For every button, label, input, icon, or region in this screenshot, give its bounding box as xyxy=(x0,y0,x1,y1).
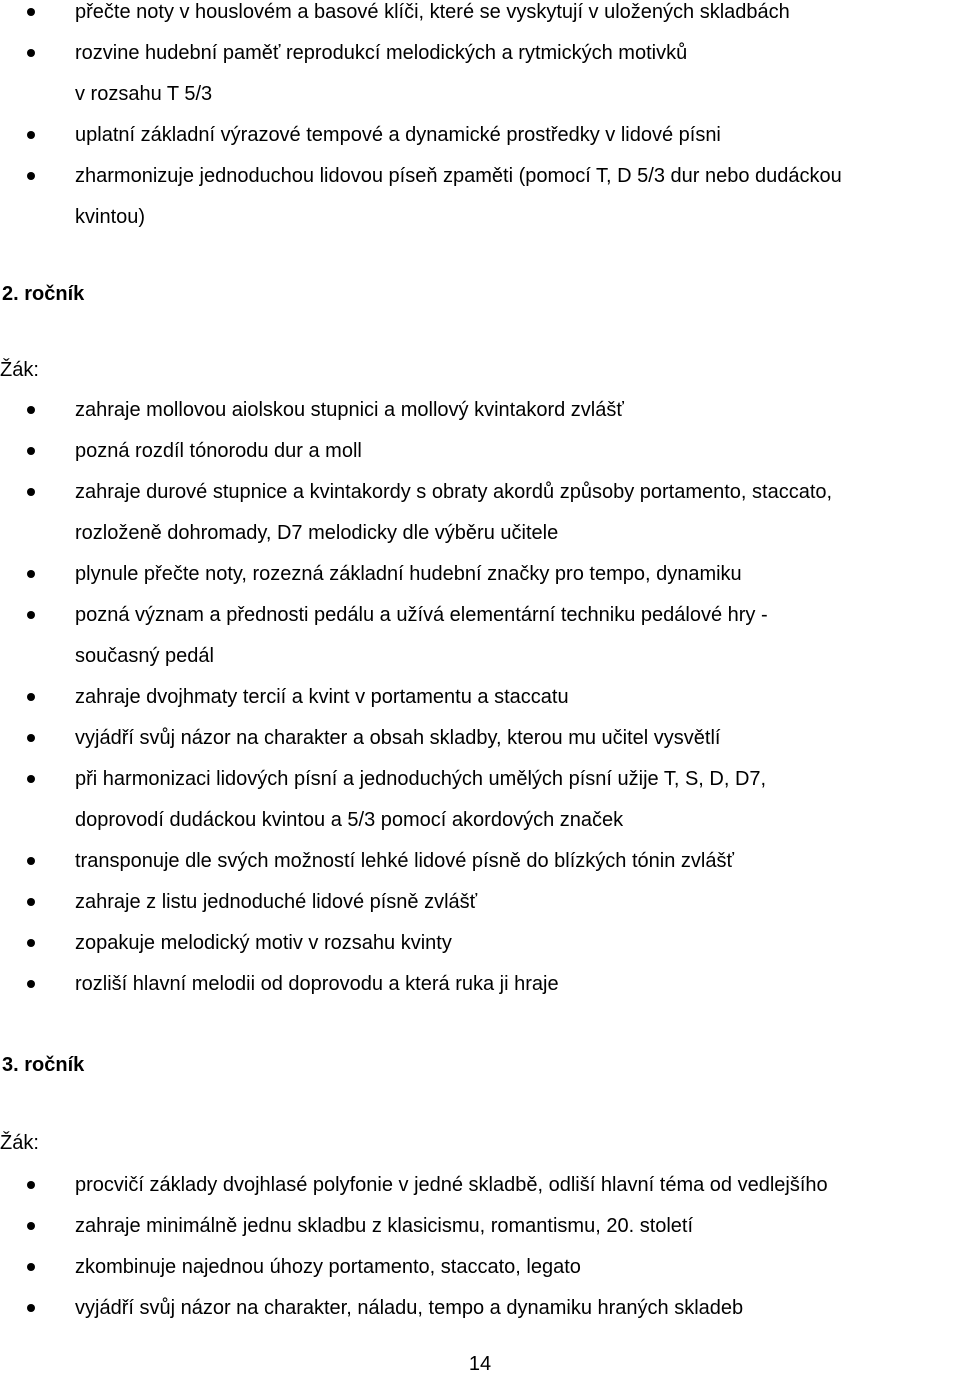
list-item-text: vyjádří svůj názor na charakter a obsah skladby, kterou mu učitel vysvětlí xyxy=(75,727,721,749)
list-item xyxy=(0,759,960,841)
page-number: 14 xyxy=(468,1353,492,1375)
list-item-text: rozliší hlavní melodii od doprovodu a která ruka ji hraje xyxy=(75,973,559,995)
list-item-text: kvintou) xyxy=(75,206,146,228)
bullet-icon xyxy=(27,406,35,414)
list-item-text: současný pedál xyxy=(75,645,214,667)
bullet-icon xyxy=(27,857,35,865)
bullet-icon xyxy=(27,939,35,947)
list-item xyxy=(0,472,960,554)
list-item xyxy=(0,33,960,115)
list-item-text: transponuje dle svých možností lehké lidové písně do blízkých tónin zvlášť xyxy=(75,850,734,872)
list-item xyxy=(0,1288,960,1329)
bullet-icon xyxy=(27,1263,35,1271)
list-item xyxy=(0,923,960,964)
list-item-text: procvičí základy dvojhlasé polyfonie v jedné skladbě, odliší hlavní téma od vedlejšího xyxy=(75,1174,828,1196)
list-item xyxy=(0,1165,960,1206)
bullet-list-section3 xyxy=(0,1165,960,1329)
list-item xyxy=(0,156,960,238)
list-item xyxy=(0,677,960,718)
list-item-text: uplatní základní výrazové tempové a dynamické prostředky v lidové písni xyxy=(75,124,721,146)
bullet-icon xyxy=(27,1304,35,1312)
list-item xyxy=(0,595,960,677)
list-item xyxy=(0,718,960,759)
list-item xyxy=(0,0,960,33)
bullet-icon xyxy=(27,49,35,57)
list-item xyxy=(0,964,960,1005)
list-item-text: zahraje z listu jednoduché lidové písně zvlášť xyxy=(75,891,478,913)
section-heading-2-rocnik: 2. ročník xyxy=(2,283,85,305)
list-item-text: přečte noty v houslovém a basové klíči, které se vyskytují v uložených skladbách xyxy=(75,1,790,23)
list-item-text: při harmonizaci lidových písní a jednoduchých umělých písní užije T, S, D, D7, xyxy=(75,768,767,790)
section-heading-3-rocnik: 3. ročník xyxy=(2,1054,85,1076)
bullet-icon xyxy=(27,447,35,455)
list-item-text: plynule přečte noty, rozezná základní hudební značky pro tempo, dynamiku xyxy=(75,563,742,585)
bullet-icon xyxy=(27,734,35,742)
list-item-text: doprovodí dudáckou kvintou a 5/3 pomocí akordových značek xyxy=(75,809,624,831)
bullet-icon xyxy=(27,1222,35,1230)
bullet-list-section2 xyxy=(0,390,960,1005)
list-item-text: zahraje minimálně jednu skladbu z klasicismu, romantismu, 20. století xyxy=(75,1215,694,1237)
list-item-text: zkombinuje najednou úhozy portamento, staccato, legato xyxy=(75,1256,581,1278)
list-item-text: zahraje durové stupnice a kvintakordy s obraty akordů způsoby portamento, staccato, xyxy=(75,481,833,503)
list-item-text: rozvine hudební paměť reprodukcí melodických a rytmických motivků xyxy=(75,42,688,64)
list-item-text: zahraje dvojhmaty tercií a kvint v portamentu a staccatu xyxy=(75,686,569,708)
list-item xyxy=(0,431,960,472)
list-item xyxy=(0,390,960,431)
bullet-icon xyxy=(27,488,35,496)
bullet-icon xyxy=(27,131,35,139)
list-item-text: zopakuje melodický motiv v rozsahu kvinty xyxy=(75,932,452,954)
bullet-icon xyxy=(27,898,35,906)
bullet-icon xyxy=(27,693,35,701)
list-item-text: rozloženě dohromady, D7 melodicky dle výběru učitele xyxy=(75,522,559,544)
list-item-text: zahraje mollovou aiolskou stupnici a mollový kvintakord zvlášť xyxy=(75,399,624,421)
list-item xyxy=(0,841,960,882)
list-item-text: zharmonizuje jednoduchou lidovou píseň zpaměti (pomocí T, D 5/3 dur nebo dudáckou xyxy=(75,165,842,187)
list-item xyxy=(0,882,960,923)
bullet-icon xyxy=(27,8,35,16)
list-item-text: vyjádří svůj názor na charakter, náladu, tempo a dynamiku hraných skladeb xyxy=(75,1297,744,1319)
bullet-icon xyxy=(27,172,35,180)
list-item xyxy=(0,115,960,156)
list-item xyxy=(0,1247,960,1288)
bullet-icon xyxy=(27,570,35,578)
student-label-section2: Žák: xyxy=(0,359,39,381)
bullet-icon xyxy=(27,980,35,988)
bullet-icon xyxy=(27,611,35,619)
student-label-section3: Žák: xyxy=(0,1132,39,1154)
bullet-icon xyxy=(27,1181,35,1189)
list-item-text: pozná rozdíl tónorodu dur a moll xyxy=(75,440,362,462)
list-item xyxy=(0,554,960,595)
bullet-icon xyxy=(27,775,35,783)
bullet-list-section1 xyxy=(0,0,960,238)
list-item xyxy=(0,1206,960,1247)
list-item-text: v rozsahu T 5/3 xyxy=(75,83,213,105)
list-item-text: pozná význam a přednosti pedálu a užívá elementární techniku pedálové hry - xyxy=(75,604,768,626)
